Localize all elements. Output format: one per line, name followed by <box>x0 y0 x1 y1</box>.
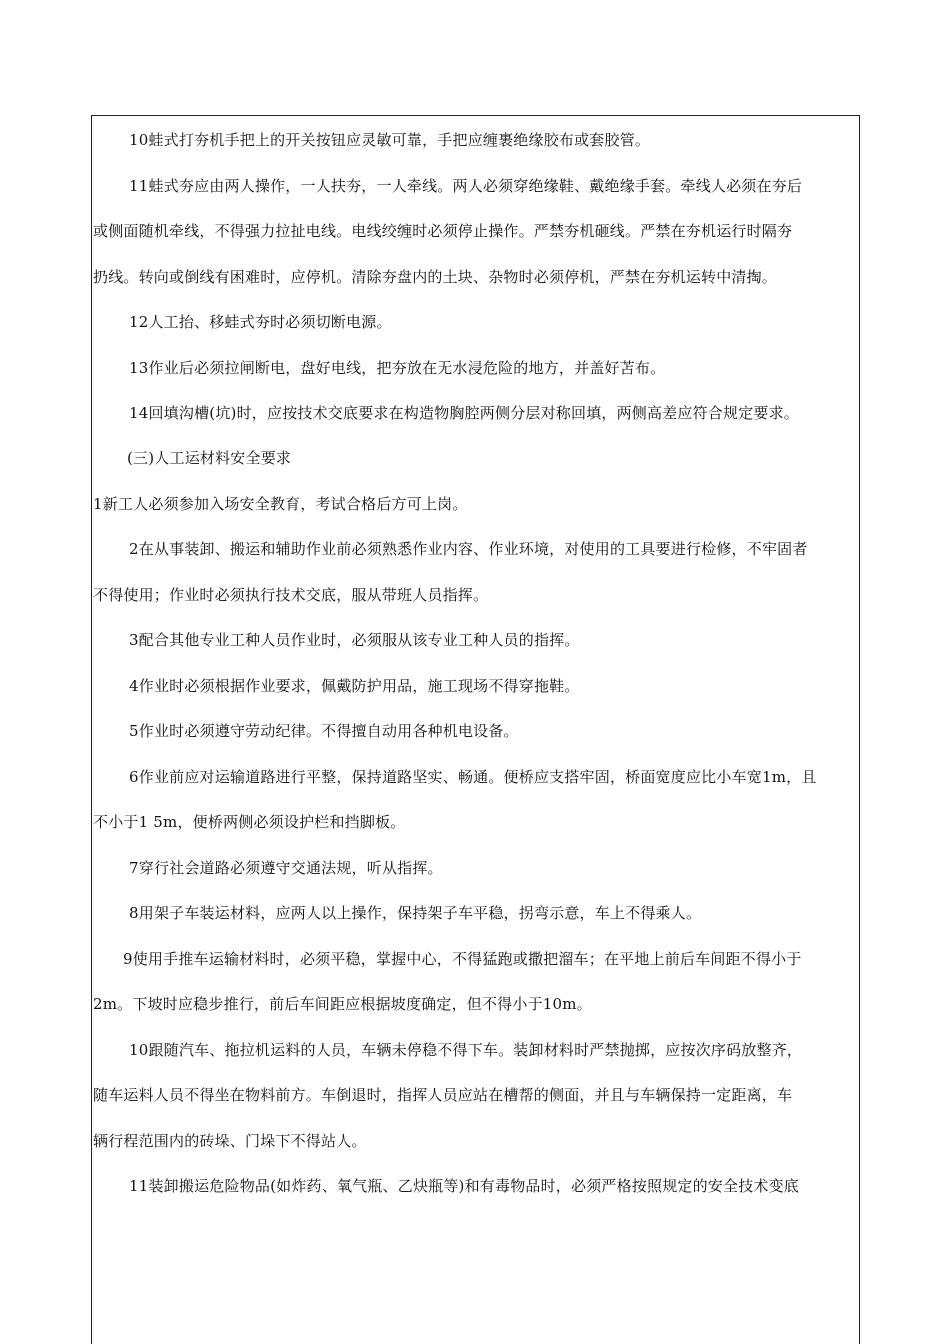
text-line: 14回填沟槽(坑)时，应按技术交底要求在构造物胸腔两侧分层对称回填，两侧高差应符合规定要求。 <box>129 404 799 422</box>
text-line: 7穿行社会道路必须遵守交通法规，听从指挥。 <box>129 859 443 877</box>
text-line: 11装卸搬运危险物品(如炸药、氧气瓶、乙炔瓶等)和有毒物品时，必须严格按照规定的安全技术变底 <box>129 1177 799 1195</box>
text-line: 辆行程范围内的砖垛、门垛下不得站人。 <box>93 1132 367 1150</box>
text-line: 扔线。转向或倒线有困难时，应停机。清除夯盘内的土块、杂物时必须停机，严禁在夯机运转中清掏。 <box>93 268 778 286</box>
text-line: 10蛙式打夯机手把上的开关按钮应灵敏可靠，手把应缠裹绝缘胶布或套胶管。 <box>129 131 651 149</box>
text-line: 不得使用；作业时必须执行技术交底，服从带班人员指挥。 <box>93 586 489 604</box>
text-line: 13作业后必须拉闸断电，盘好电线，把夯放在无水浸危险的地方，并盖好苫布。 <box>129 359 666 377</box>
text-line: 3配合其他专业工种人员作业时，必须服从该专业工种人员的指挥。 <box>129 631 580 649</box>
text-line: 2在从事装卸、搬运和辅助作业前必须熟悉作业内容、作业环境，对使用的工具要进行检修，不牢固者 <box>129 540 808 558</box>
text-line: 或侧面随机牵线，不得强力拉扯电线。电线绞缠时必须停止操作。严禁夯机砸线。严禁在夯机运行时隔夯 <box>93 222 793 240</box>
text-line: 2m。下坡时应稳步推行，前后车间距应根据坡度确定，但不得小于10m。 <box>93 995 592 1013</box>
text-line: 6作业前应对运输道路进行平整，保持道路坚实、畅通。便桥应支搭牢固，桥面宽度应比小车宽1m，且 <box>129 768 817 786</box>
text-line: 12人工抬、移蛙式夯时必须切断电源。 <box>129 313 392 331</box>
text-line: 8用架子车装运材料，应两人以上操作，保持架子车平稳，拐弯示意，车上不得乘人。 <box>129 904 702 922</box>
text-line: 9使用手推车运输材料时，必须平稳，掌握中心，不得猛跑或撒把溜车；在平地上前后车间距不得小于 <box>123 950 802 968</box>
text-line: 10跟随汽车、拖拉机运料的人员，车辆未停稳不得下车。装卸材料时严禁抛掷，应按次序码放整齐， <box>129 1041 803 1059</box>
text-line: 1新工人必须参加入场安全教育，考试合格后方可上岗。 <box>93 495 468 513</box>
text-line: 不小于1 5m，便桥两侧必须设护栏和挡脚板。 <box>93 813 406 831</box>
text-line: 随车运料人员不得坐在物料前方。车倒退时，指挥人员应站在槽帮的侧面，并且与车辆保持一定距离，车 <box>93 1086 793 1104</box>
text-line: 11蛙式夯应由两人操作，一人扶夯，一人牵线。两人必须穿绝缘鞋、戴绝缘手套。牵线人必须在夯后 <box>129 177 803 195</box>
text-line: 5作业时必须遵守劳动纪律。不得擅自动用各种机电设备。 <box>129 722 519 740</box>
section-heading: (三)人工运材料安全要求 <box>127 449 292 467</box>
text-line: 4作业时必须根据作业要求，佩戴防护用品，施工现场不得穿拖鞋。 <box>129 677 580 695</box>
